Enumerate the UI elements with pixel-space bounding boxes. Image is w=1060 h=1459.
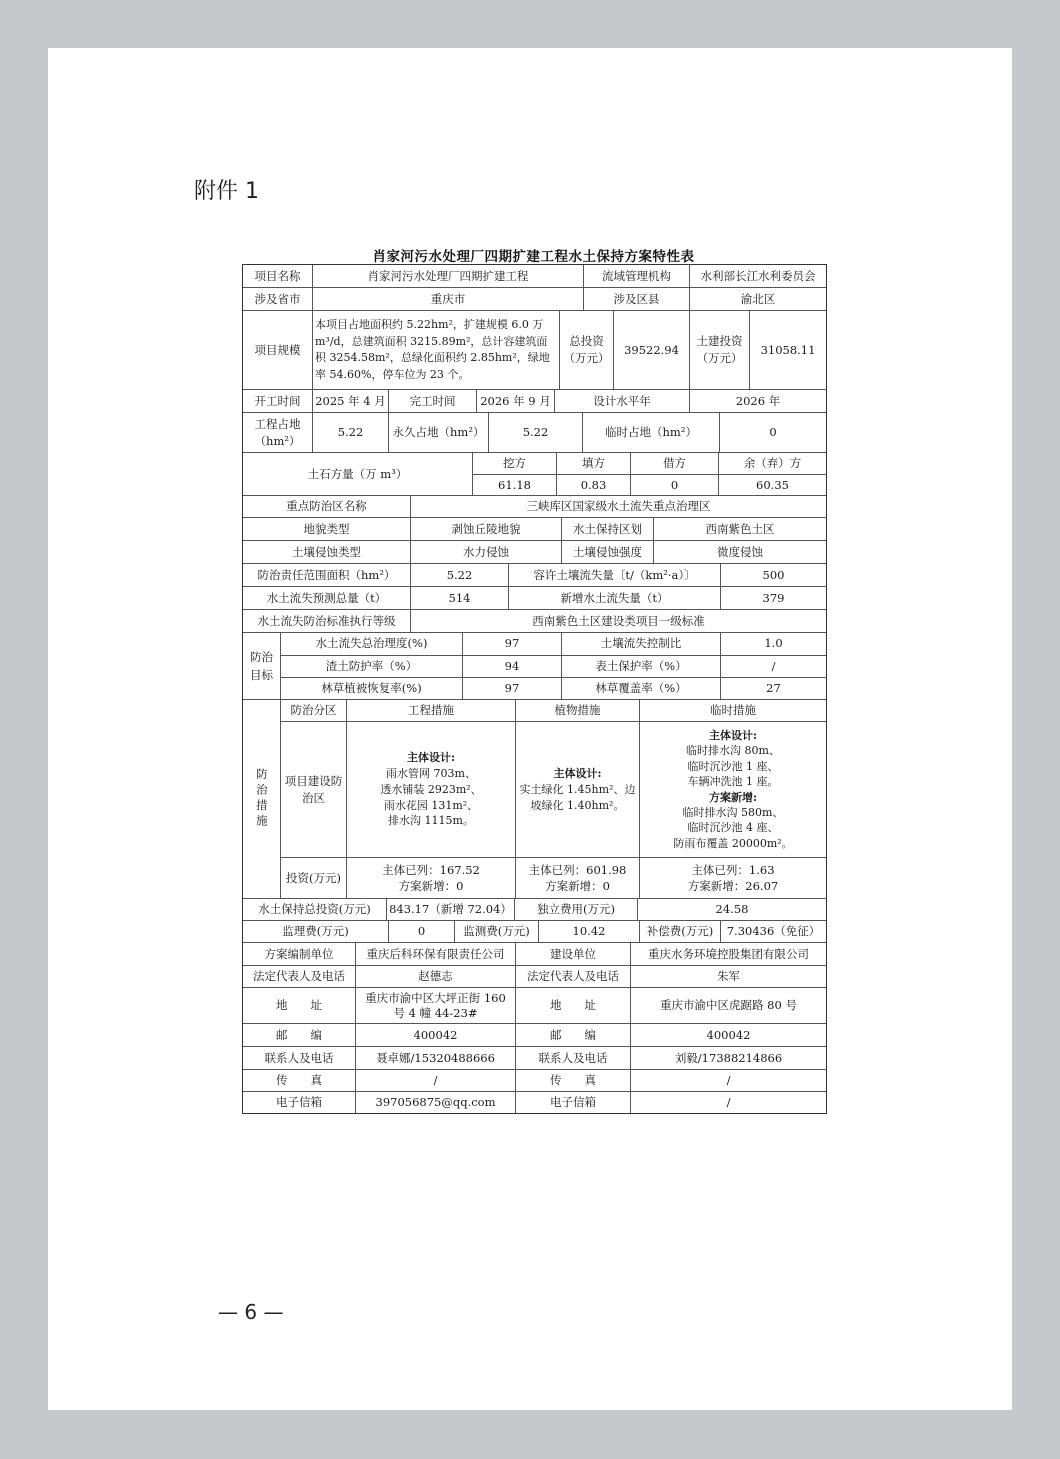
label-cell: 土壤流失控制比: [562, 633, 721, 655]
temporary-body-1: 临时排水沟 80m、 临时沉沙池 1 座、 车辆冲洗池 1 座。: [686, 744, 780, 789]
engineering-cell: [347, 722, 516, 858]
value-cell: 重庆市: [313, 288, 584, 310]
page-number: — 6 —: [218, 1300, 284, 1324]
table-row: [243, 564, 826, 587]
label-cell: 总投资（万元）: [560, 311, 614, 389]
value-cell: 水力侵蚀: [411, 541, 562, 563]
plant-heading: 主体设计:: [553, 766, 602, 780]
value-cell: 843.17（新增 72.04）: [387, 899, 515, 920]
label-cell: 方案编制单位: [243, 943, 356, 965]
table-row: [243, 943, 826, 966]
table-row: [243, 1092, 826, 1113]
value-cell: 397056875@qq.com: [356, 1092, 516, 1113]
temporary-cell: [640, 722, 826, 858]
label-cell: 林草植被恢复率(%): [281, 678, 463, 699]
value-cell: 微度侵蚀: [717, 544, 763, 559]
label-cell: 表土保护率（%）: [562, 656, 721, 678]
value-cell: 聂卓娜/15320488666: [356, 1047, 516, 1069]
value-cell: 400042: [356, 1024, 516, 1046]
table-row: [243, 587, 826, 610]
characteristics-table: [242, 264, 827, 1114]
value-cell: 27: [766, 681, 781, 696]
header-cell: 工程措施: [347, 700, 516, 721]
table-row: [243, 311, 826, 390]
label-cell: 临时占地（hm²）: [583, 413, 720, 452]
value-cell: 0: [631, 475, 719, 495]
value-cell: 400042: [706, 1027, 751, 1042]
value-cell: /: [726, 1073, 731, 1088]
label-cell: 防治责任范围面积（hm²）: [243, 564, 411, 586]
plant-cell: [516, 722, 640, 858]
table-row: [243, 1024, 826, 1047]
value-cell: 1.0: [764, 636, 783, 651]
value-cell: 三峡库区国家级水土流失重点治理区: [526, 499, 711, 514]
value-cell: 西南紫色土区建设类项目一级标准: [532, 613, 705, 628]
header-cell: 临时措施: [710, 703, 756, 718]
value-cell: 61.18: [473, 475, 557, 495]
label-cell: 地 址: [243, 988, 356, 1023]
value-cell: 2025 年 4 月: [313, 390, 389, 412]
header-cell: 借方: [631, 453, 719, 474]
table-row: [243, 988, 826, 1024]
label-cell: 电子信箱: [243, 1092, 356, 1113]
table-row: [243, 390, 826, 413]
value-cell: 重庆市渝中区大坪正街 160 号 4 幢 44-23#: [356, 988, 516, 1023]
value-cell: 重庆市渝中区虎踞路 80 号: [660, 998, 797, 1013]
label-cell: 流域管理机构: [584, 265, 690, 287]
label-cell: 土壤侵蚀强度: [562, 541, 654, 563]
value-cell: /: [726, 1095, 731, 1110]
investment-temporary: 主体已列：1.63 方案新增：26.07: [687, 862, 779, 894]
value-cell: 剥蚀丘陵地貌: [411, 518, 562, 540]
value-cell: 24.58: [715, 902, 749, 917]
label-cell: 水土流失防治标准执行等级: [243, 610, 411, 632]
label-cell: 林草覆盖率（%）: [562, 678, 721, 699]
value-cell: 5.22: [411, 564, 509, 586]
plant-body: 实土绿化 1.45hm²、边坡绿化 1.40hm²。: [519, 782, 636, 812]
label-cell: 传 真: [516, 1070, 631, 1091]
label-cell: 设计水平年: [555, 390, 690, 412]
value-cell: 刘毅/17388214866: [674, 1050, 783, 1065]
value-cell: 2026 年 9 月: [477, 390, 555, 412]
table-row: [243, 265, 826, 288]
label-cell: 开工时间: [243, 390, 313, 412]
table-title: 肖家河污水处理厂四期扩建工程水土保持方案特性表: [372, 249, 695, 265]
label-cell: 水土流失总治理度(%): [281, 633, 463, 655]
label-cell: 邮 编: [243, 1024, 356, 1046]
value-cell: 97: [463, 678, 562, 699]
table-row: [243, 899, 826, 921]
value-cell: 39522.94: [614, 311, 690, 389]
label-cell: 水土流失预测总量（t）: [243, 587, 411, 609]
value-cell: 10.42: [539, 921, 640, 942]
label-cell: 法定代表人及电话: [243, 966, 356, 987]
label-cell: 水土保持区划: [562, 518, 654, 540]
value-cell: 渝北区: [740, 291, 776, 306]
header-cell: 挖方: [473, 453, 557, 474]
measures-label: 防治措施: [243, 700, 281, 898]
label-cell: 工程占地（hm²）: [243, 413, 313, 452]
investment-engineering: 主体已列：167.52 方案新增：0: [347, 858, 516, 898]
table-row: [243, 966, 826, 988]
temporary-heading-2: 方案新增:: [708, 790, 758, 804]
targets-label: 防治目标: [243, 633, 281, 699]
label-cell: 补偿费(万元): [640, 921, 721, 942]
label-cell: 重点防治区名称: [243, 496, 411, 517]
targets-section: [243, 633, 826, 700]
header-cell: 余（弃）方: [743, 456, 802, 471]
value-cell: 5.22: [489, 413, 583, 452]
measures-section: [243, 700, 826, 899]
value-cell: 0: [769, 425, 777, 440]
document-page: [48, 48, 1012, 1410]
temporary-heading-1: 主体设计:: [708, 729, 758, 743]
label-cell: 涉及省市: [243, 288, 313, 310]
label-cell: 独立费用(万元): [515, 899, 638, 920]
value-cell: 肖家河污水处理厂四期扩建工程: [313, 265, 584, 287]
label-cell: 监理费(万元): [243, 921, 389, 942]
value-cell: /: [771, 659, 776, 674]
value-cell: 514: [411, 587, 509, 609]
label-cell: 传 真: [243, 1070, 356, 1091]
label-cell: 项目名称: [243, 265, 313, 287]
value-cell: 94: [463, 656, 562, 678]
label-cell: 地 址: [516, 988, 631, 1023]
value-cell: 31058.11: [760, 342, 816, 357]
label-cell: 联系人及电话: [243, 1047, 356, 1069]
label-cell: 土建投资（万元）: [690, 311, 750, 389]
label-cell: 投资(万元): [281, 858, 347, 898]
value-cell: 97: [463, 633, 562, 655]
table-row: [243, 413, 826, 453]
engineering-body: 雨水管网 703m、 透水铺装 2923m²、 雨水花园 131m²、 排水沟 1115m。: [380, 766, 482, 828]
label-cell: 监测费(万元): [455, 921, 539, 942]
table-row: [243, 453, 826, 496]
investment-plant: 主体已列：601.98 方案新增：0: [516, 858, 640, 898]
label-cell: 电子信箱: [516, 1092, 631, 1113]
value-cell: /: [356, 1070, 516, 1091]
label-cell: 联系人及电话: [516, 1047, 631, 1069]
value-cell: 7.30436（免征）: [726, 924, 821, 939]
value-cell: 重庆后科环保有限责任公司: [356, 943, 516, 965]
table-row: [243, 610, 826, 633]
value-cell: 重庆水务环境控股集团有限公司: [648, 946, 809, 961]
table-row: [243, 288, 826, 311]
value-cell: 379: [762, 590, 785, 605]
label-cell: 完工时间: [389, 390, 477, 412]
temporary-body-2: 临时排水沟 580m、 临时沉沙池 4 座、 防雨布覆盖 20000m²。: [673, 805, 793, 850]
label-cell: 建设单位: [516, 943, 631, 965]
header-cell: 填方: [557, 453, 631, 474]
project-scale-cell: 本项目占地面积约 5.22hm²，扩建规模 6.0 万 m³/d，总建筑面积 3215.89m²，总计容建筑面积 3254.58m²，总绿化面积约 2.85hm²，绿地率 54.60%，停车位为 23 个。: [313, 311, 560, 389]
label-cell: 水土保持总投资(万元): [243, 899, 387, 920]
attachment-label: 附件 1: [194, 179, 259, 204]
label-cell: 项目规模: [243, 311, 313, 389]
label-cell: 永久占地（hm²）: [389, 413, 489, 452]
table-row: [243, 541, 826, 564]
table-row: [243, 1070, 826, 1092]
label-cell: 容许土壤流失量〔t/（km²·a）〕: [509, 564, 721, 586]
zone-cell: 项目建设防治区: [281, 722, 347, 858]
value-cell: 西南紫色土区: [705, 521, 775, 536]
label-cell: 涉及区县: [584, 288, 690, 310]
table-row: [243, 518, 826, 541]
table-row: [243, 496, 826, 518]
engineering-heading: 主体设计:: [406, 750, 456, 764]
value-cell: 2026 年: [735, 393, 781, 408]
table-row: [243, 1047, 826, 1070]
label-cell: 新增水土流失量（t）: [509, 587, 721, 609]
label-cell: 地貌类型: [243, 518, 411, 540]
value-cell: 朱军: [717, 969, 740, 984]
value-cell: 60.35: [756, 477, 789, 492]
header-cell: 防治分区: [281, 700, 347, 721]
label-cell: 法定代表人及电话: [516, 966, 631, 987]
header-cell: 植物措施: [516, 700, 640, 721]
label-cell: 渣土防护率（%）: [281, 656, 463, 678]
value-cell: 水利部长江水利委员会: [700, 268, 816, 283]
label-cell: 土石方量（万 m³）: [243, 453, 473, 495]
label-cell: 邮 编: [516, 1024, 631, 1046]
value-cell: 0: [389, 921, 455, 942]
value-cell: 5.22: [313, 413, 389, 452]
value-cell: 赵德志: [356, 966, 516, 987]
value-cell: 0.83: [557, 475, 631, 495]
label-cell: 土壤侵蚀类型: [243, 541, 411, 563]
value-cell: 500: [762, 567, 785, 582]
table-row: [243, 921, 826, 943]
